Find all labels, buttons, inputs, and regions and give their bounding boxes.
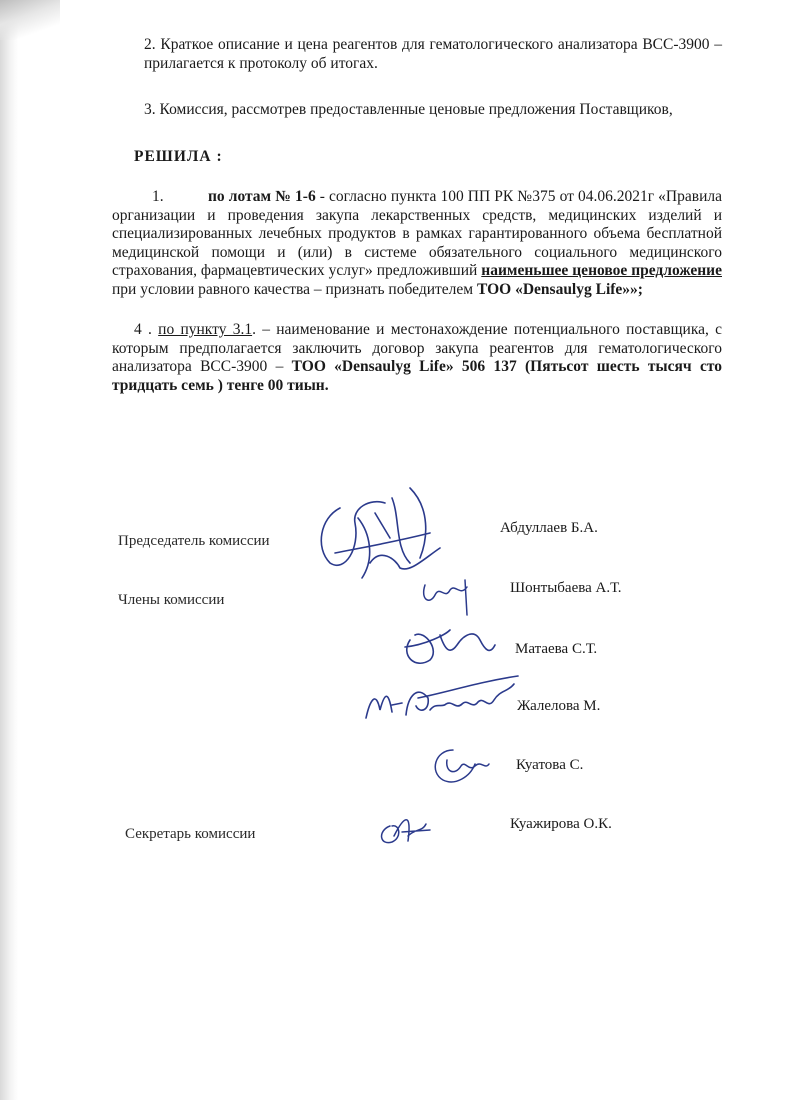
scan-corner-shadow — [0, 0, 60, 40]
members-label: Члены комиссии — [118, 592, 225, 608]
paragraph-lots — [112, 188, 722, 299]
member3-name: Жалелова М. — [517, 698, 601, 714]
point-text-a: . – наименование и местонахождение потенциального поставщика, с которым предполагается заключить договор закупа реагентов для гематологического анализатора ВСС-3900 – — [112, 321, 723, 375]
chairman-name: Абдуллаев Б.А. — [500, 520, 598, 536]
document-body — [112, 36, 722, 395]
member2-name: Матаева С.Т. — [515, 641, 598, 657]
resolved-heading: РЕШИЛА : — [134, 147, 223, 165]
lots-text-a: - согласно пункта 100 ПП РК №375 от 04.06.2021г «Правила организации и проведения закупа лекарственных средств, медицинских изделий и специализированных лечебных продуктов в рамках гарантированного объема бесплатной медицинской помощи и (или) в системе обязательного социального медицинского страхования, фармацевтических услуг» предложивший — [112, 188, 722, 279]
scan-edge-shadow — [0, 0, 18, 1100]
secretary-signature — [372, 806, 442, 856]
lots-bold: по лотам № 1-6 — [208, 188, 316, 205]
member4-name: Куатова С. — [516, 757, 584, 773]
lots-number: 1. — [152, 188, 164, 205]
point-winner: ТОО «Densaulyg Life» 506 137 (Пятьсот шесть тысяч сто тридцать семь ) тенге 00 тиын. — [112, 358, 722, 394]
paragraph-item-2: 2. Краткое описание и цена реагентов для гематологического анализатора ВСС-3900 – прилагается к протоколу об итогах. — [144, 36, 722, 72]
lots-text-b: при условии равного качества – признать победителем — [112, 280, 477, 298]
member1-name: Шонтыбаева А.Т. — [510, 580, 622, 596]
member4-signature — [425, 742, 505, 797]
paragraph-point-3-1 — [112, 321, 722, 395]
lots-winner: ТОО «Densaulyg Life»»; — [476, 280, 643, 298]
paragraph-item-3: 3. Комиссия, рассмотрев предоставленные ценовые предложения Поставщиков, — [144, 101, 673, 118]
secretary-name: Куажирова О.К. — [510, 816, 612, 832]
member3-signature — [358, 670, 528, 735]
secretary-label: Секретарь комиссии — [125, 826, 256, 842]
chairman-label: Председатель комиссии — [118, 533, 270, 549]
lowest-offer: наименьшее ценовое предложение — [481, 262, 722, 279]
point-ref: по пункту 3.1 — [158, 321, 253, 338]
point-number: 4 . — [134, 321, 159, 338]
